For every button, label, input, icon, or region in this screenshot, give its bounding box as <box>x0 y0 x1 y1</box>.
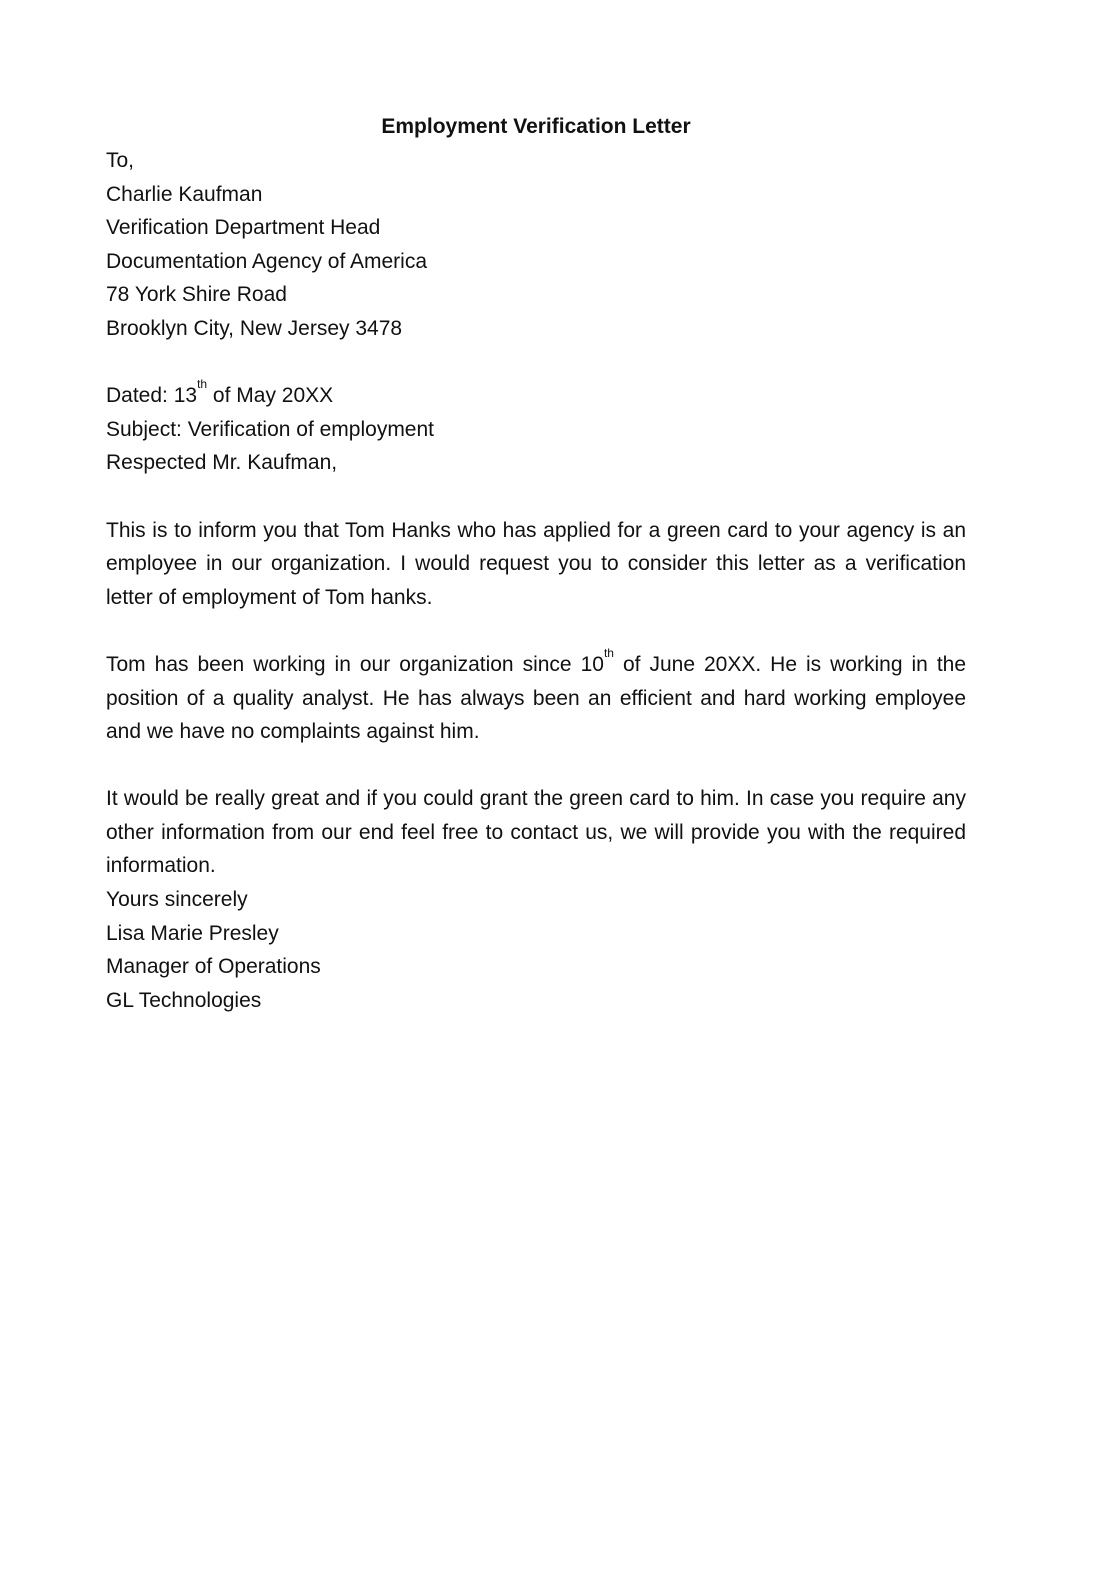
dated-ordinal: th <box>197 377 208 392</box>
dated-suffix: of May 20XX <box>207 384 334 408</box>
recipient-organization: Documentation Agency of America <box>106 249 428 273</box>
body-paragraph-3: It would be really great and if you could grant the green card to him. In case you require any other information from our end feel free to contact us, we will provide you with the required information. <box>106 787 966 878</box>
spacer <box>106 614 966 648</box>
paragraph-2-before: Tom has been working in our organization since 10 <box>106 652 604 676</box>
paragraph-2-after: of June 20XX. He is working in the position of a quality analyst. He has always been an efficient and hard working employee and we have no complaints against him. <box>106 652 967 744</box>
body-paragraph-1: This is to inform you that Tom Hanks who has applied for a green card to your agency is an employee in our organization. I would request you to consider this letter as a verification letter of employment of Tom hanks. <box>106 518 966 609</box>
dated-prefix: Dated: 13 <box>106 384 198 408</box>
recipient-street: 78 York Shire Road <box>106 283 287 307</box>
spacer <box>106 749 966 783</box>
recipient-position: Verification Department Head <box>106 216 381 240</box>
letter-title: Employment Verification Letter <box>381 115 691 138</box>
recipient-name: Charlie Kaufman <box>106 182 263 206</box>
closing: Yours sincerely <box>106 888 248 912</box>
greeting: Respected Mr. Kaufman, <box>106 451 338 475</box>
sender-company: GL Technologies <box>106 988 262 1012</box>
sender-name: Lisa Marie Presley <box>106 921 279 945</box>
dated-line <box>106 379 966 413</box>
sender-position: Manager of Operations <box>106 955 321 979</box>
recipient-city-state: Brooklyn City, New Jersey 3478 <box>106 316 403 340</box>
salutation-to: To, <box>106 149 135 172</box>
subject-line: Subject: Verification of employment <box>106 417 435 441</box>
paragraph-2-ordinal: th <box>603 645 614 660</box>
letter-body <box>106 144 966 1017</box>
spacer <box>106 480 966 514</box>
body-paragraph-2 <box>106 645 967 749</box>
spacer <box>106 346 966 380</box>
